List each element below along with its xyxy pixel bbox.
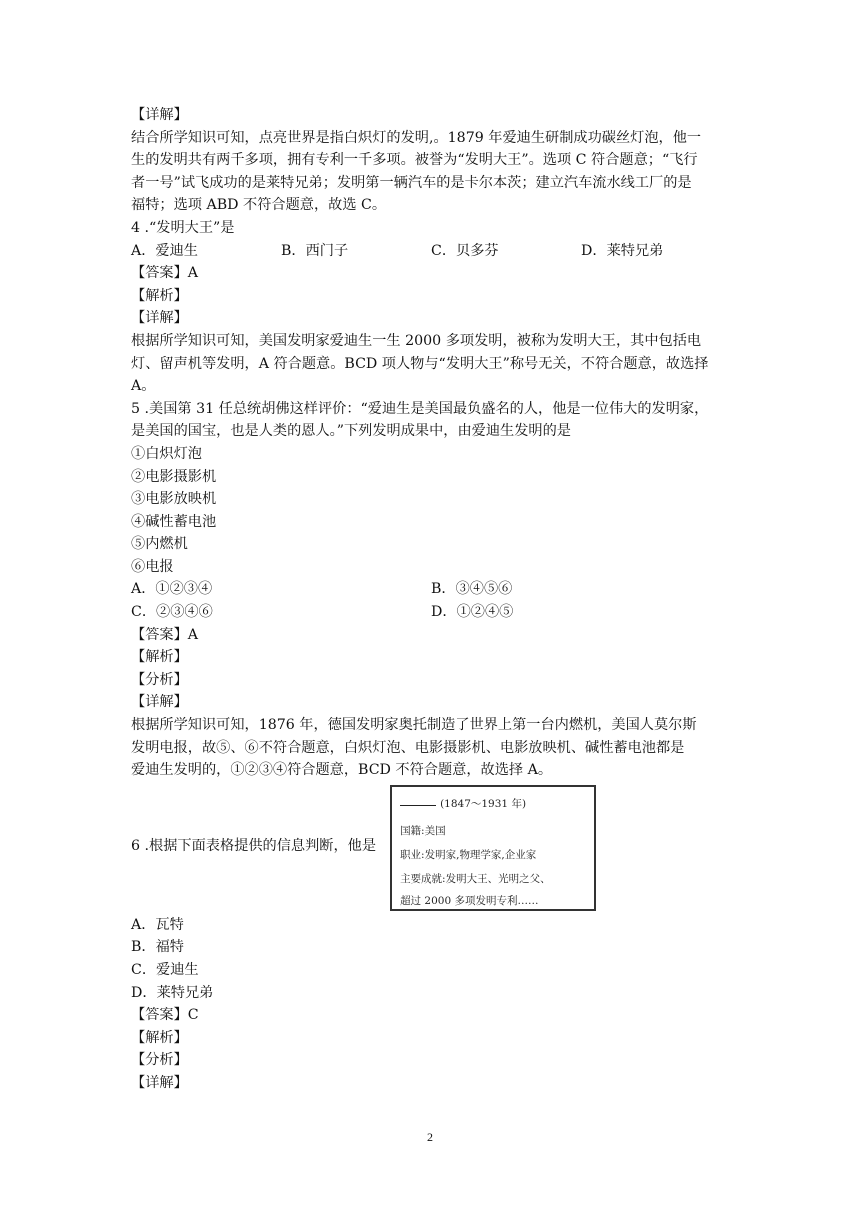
q5-stem-line: 是美国的国宝，也是人类的恩人。”下列发明成果中，由爱迪生发明的是 <box>131 423 571 440</box>
q5-options-row <box>131 578 731 601</box>
q5-option-b: B．③④⑤⑥ <box>431 581 513 598</box>
q6-detail-heading: 【详解】 <box>131 1074 188 1091</box>
figure-years: (1847～1931 年) <box>440 797 527 810</box>
q5-item: ⑥电报 <box>131 558 174 575</box>
figure-blank-line <box>400 797 436 806</box>
q4-option-a: A．爱迪生 <box>131 242 198 259</box>
q5-detail-heading: 【详解】 <box>131 694 188 711</box>
q6-fenxi-heading: 【分析】 <box>131 1052 188 1069</box>
q5-options-row <box>131 601 731 624</box>
q4-stem: 4 .“发明大王”是 <box>131 219 235 236</box>
q3-detail-line: 生的发明共有两千多项，拥有专利一千多项。被誉为“发明大王”。选项 C 符合题意；“飞行 <box>131 152 698 169</box>
q4-detail-line: 根据所学知识可知，美国发明家爱迪生一生 2000 多项发明，被称为发明大王，其中包括电 <box>131 332 702 349</box>
q5-fenxi-heading: 【分析】 <box>131 671 188 688</box>
q6-stem-row <box>131 782 731 914</box>
q6-option-c: C．爱迪生 <box>131 962 199 978</box>
page-number: 2 <box>427 1130 433 1144</box>
q4-option-d: D．莱特兄弟 <box>581 242 664 259</box>
q6-stem: 6 .根据下面表格提供的信息判断，他是 <box>131 837 377 854</box>
q5-option-d: D．①②④⑤ <box>431 604 514 621</box>
q4-detail-heading: 【详解】 <box>131 310 188 327</box>
q3-detail-line: 结合所学知识可知，点亮世界是指白炽灯的发明,。1879 年爱迪生研制成功碳丝灯泡，他一 <box>131 129 702 146</box>
q5-analysis-heading: 【解析】 <box>131 649 188 666</box>
q5-item: ③电影放映机 <box>131 491 217 508</box>
q3-detail-line: 福特；选项 ABD 不符合题意，故选 C。 <box>131 197 387 214</box>
figure-years-row <box>400 793 526 816</box>
q5-answer: 【答案】A <box>131 626 198 643</box>
q6-option-d: D．莱特兄弟 <box>131 984 214 1001</box>
q5-option-a: A．①②③④ <box>131 581 213 598</box>
q3-detail-line: 者一号”试飞成功的是莱特兄弟；发明第一辆汽车的是卡尔本茨；建立汽车流水线工厂的是 <box>131 174 692 191</box>
q6-info-figure <box>390 785 596 911</box>
page-content <box>131 104 731 1095</box>
q6-analysis-heading: 【解析】 <box>131 1029 188 1046</box>
q4-analysis-heading: 【解析】 <box>131 287 188 304</box>
q4-option-c: C．贝多芬 <box>431 242 499 259</box>
q5-item: ①白炽灯泡 <box>131 445 202 462</box>
q6-option-a: A．瓦特 <box>131 916 184 933</box>
q5-item: ⑤内燃机 <box>131 536 188 553</box>
q5-detail-line: 爱迪生发明的，①②③④符合题意，BCD 不符合题意，故选择 A。 <box>131 762 553 779</box>
q5-detail-line: 根据所学知识可知，1876 年，德国发明家奥托制造了世界上第一台内燃机，美国人莫尔斯 <box>131 717 697 734</box>
figure-nationality: 国籍:美国 <box>400 824 446 837</box>
q4-options <box>131 240 731 263</box>
q5-item: ④碱性蓄电池 <box>131 513 217 530</box>
q5-item: ②电影摄影机 <box>131 468 217 485</box>
q5-detail-line: 发明电报，故⑤、⑥不符合题意，白炽灯泡、电影摄影机、电影放映机、碱性蓄电池都是 <box>131 739 685 756</box>
figure-achievements: 主要成就:发明大王、光明之父、 <box>400 872 551 885</box>
q4-detail-line: 灯、留声机等发明，A 符合题意。BCD 项人物与“发明大王”称号无关，不符合题意，故选择 <box>131 355 709 372</box>
q5-option-c: C．②③④⑥ <box>131 604 213 621</box>
q6-answer: 【答案】C <box>131 1007 199 1024</box>
figure-occupation: 职业:发明家,物理学家,企业家 <box>400 848 537 861</box>
figure-patents: 超过 2000 多项发明专利…… <box>400 894 539 907</box>
q3-detail-heading: 【详解】 <box>131 107 188 123</box>
q5-stem-line: 5 .美国第 31 任总统胡佛这样评价：“爱迪生是美国最负盛名的人，他是一位伟大的发明家， <box>131 400 709 417</box>
q4-answer: 【答案】A <box>131 265 198 282</box>
q6-option-b: B．福特 <box>131 939 184 956</box>
q4-option-b: B．西门子 <box>281 242 349 259</box>
q4-detail-line: A。 <box>131 378 156 395</box>
